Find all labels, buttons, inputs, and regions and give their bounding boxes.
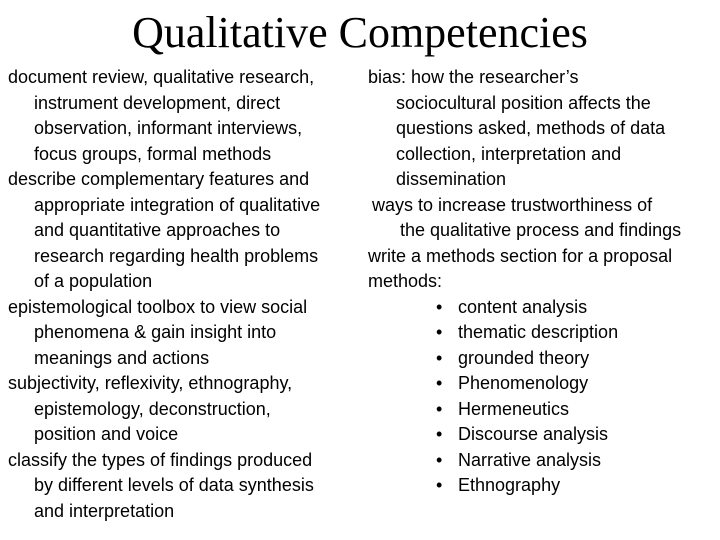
bullet: • bbox=[436, 296, 443, 317]
text-line: write a methods section for a proposal bbox=[368, 245, 673, 266]
right-item-methods-section bbox=[368, 244, 681, 270]
list-item bbox=[368, 320, 681, 346]
list-item-label: Phenomenology bbox=[458, 373, 589, 393]
left-item-complementary-features bbox=[8, 167, 320, 295]
text-line: classify the types of findings produced bbox=[8, 449, 313, 470]
text-line: document review, qualitative research, bbox=[8, 67, 315, 87]
list-item bbox=[368, 346, 681, 372]
bullet: • bbox=[436, 424, 443, 444]
bullet: • bbox=[436, 449, 443, 470]
list-item bbox=[368, 397, 681, 423]
methods-list bbox=[368, 295, 681, 499]
list-item-label: Discourse analysis bbox=[458, 424, 609, 444]
text-line: research regarding health problems bbox=[34, 245, 319, 266]
bullet: • bbox=[436, 398, 443, 419]
text-line: instrument development, direct bbox=[34, 92, 281, 113]
list-item-label: thematic description bbox=[458, 322, 619, 342]
text-line: describe complementary features and bbox=[8, 169, 310, 189]
left-item-epistemological-toolbox bbox=[8, 295, 320, 372]
text-line: position and voice bbox=[34, 424, 179, 444]
text-line: subjectivity, reflexivity, ethnography, bbox=[8, 373, 293, 393]
text-line: sociocultural position affects the bbox=[396, 92, 651, 113]
left-item-document-review bbox=[8, 65, 320, 167]
bullet: • bbox=[436, 322, 443, 342]
text-line: observation, informant interviews, bbox=[34, 118, 303, 138]
text-line: methods: bbox=[368, 271, 443, 291]
left-item-classify-findings bbox=[8, 448, 320, 525]
text-line: by different levels of data synthesis bbox=[34, 475, 314, 495]
list-item bbox=[368, 295, 681, 321]
right-item-methods-heading bbox=[368, 269, 681, 295]
list-item bbox=[368, 422, 681, 448]
text-line: focus groups, formal methods bbox=[34, 143, 272, 164]
bullet: • bbox=[436, 475, 443, 495]
list-item-label: grounded theory bbox=[458, 347, 590, 368]
list-item bbox=[368, 473, 681, 499]
text-line: and interpretation bbox=[34, 500, 175, 521]
text-line: of a population bbox=[34, 271, 153, 291]
text-line: ways to increase trustworthiness of bbox=[372, 194, 653, 215]
right-item-bias bbox=[368, 65, 681, 193]
text-line: appropriate integration of qualitative bbox=[34, 194, 321, 215]
text-line: dissemination bbox=[396, 169, 507, 189]
bullet: • bbox=[436, 373, 443, 393]
text-line: meanings and actions bbox=[34, 347, 210, 368]
left-column bbox=[8, 65, 320, 524]
text-line: and quantitative approaches to bbox=[34, 220, 281, 240]
right-item-trustworthiness bbox=[368, 193, 681, 244]
left-item-subjectivity bbox=[8, 371, 320, 448]
text-line: questions asked, methods of data bbox=[396, 118, 666, 138]
list-item-label: Narrative analysis bbox=[458, 449, 602, 470]
right-column bbox=[368, 65, 681, 499]
text-line: epistemological toolbox to view social bbox=[8, 296, 308, 317]
text-line: epistemology, deconstruction, bbox=[34, 398, 271, 419]
slide-title: Qualitative Competencies bbox=[132, 8, 588, 57]
list-item-label: Ethnography bbox=[458, 475, 561, 495]
text-line: bias: how the researcher’s bbox=[368, 67, 579, 87]
list-item-label: content analysis bbox=[458, 296, 588, 317]
bullet: • bbox=[436, 347, 443, 368]
text-line: collection, interpretation and bbox=[396, 143, 622, 164]
list-item-label: Hermeneutics bbox=[458, 398, 570, 419]
text-line: the qualitative process and findings bbox=[400, 220, 682, 240]
list-item bbox=[368, 371, 681, 397]
text-line: phenomena & gain insight into bbox=[34, 322, 277, 342]
list-item bbox=[368, 448, 681, 474]
